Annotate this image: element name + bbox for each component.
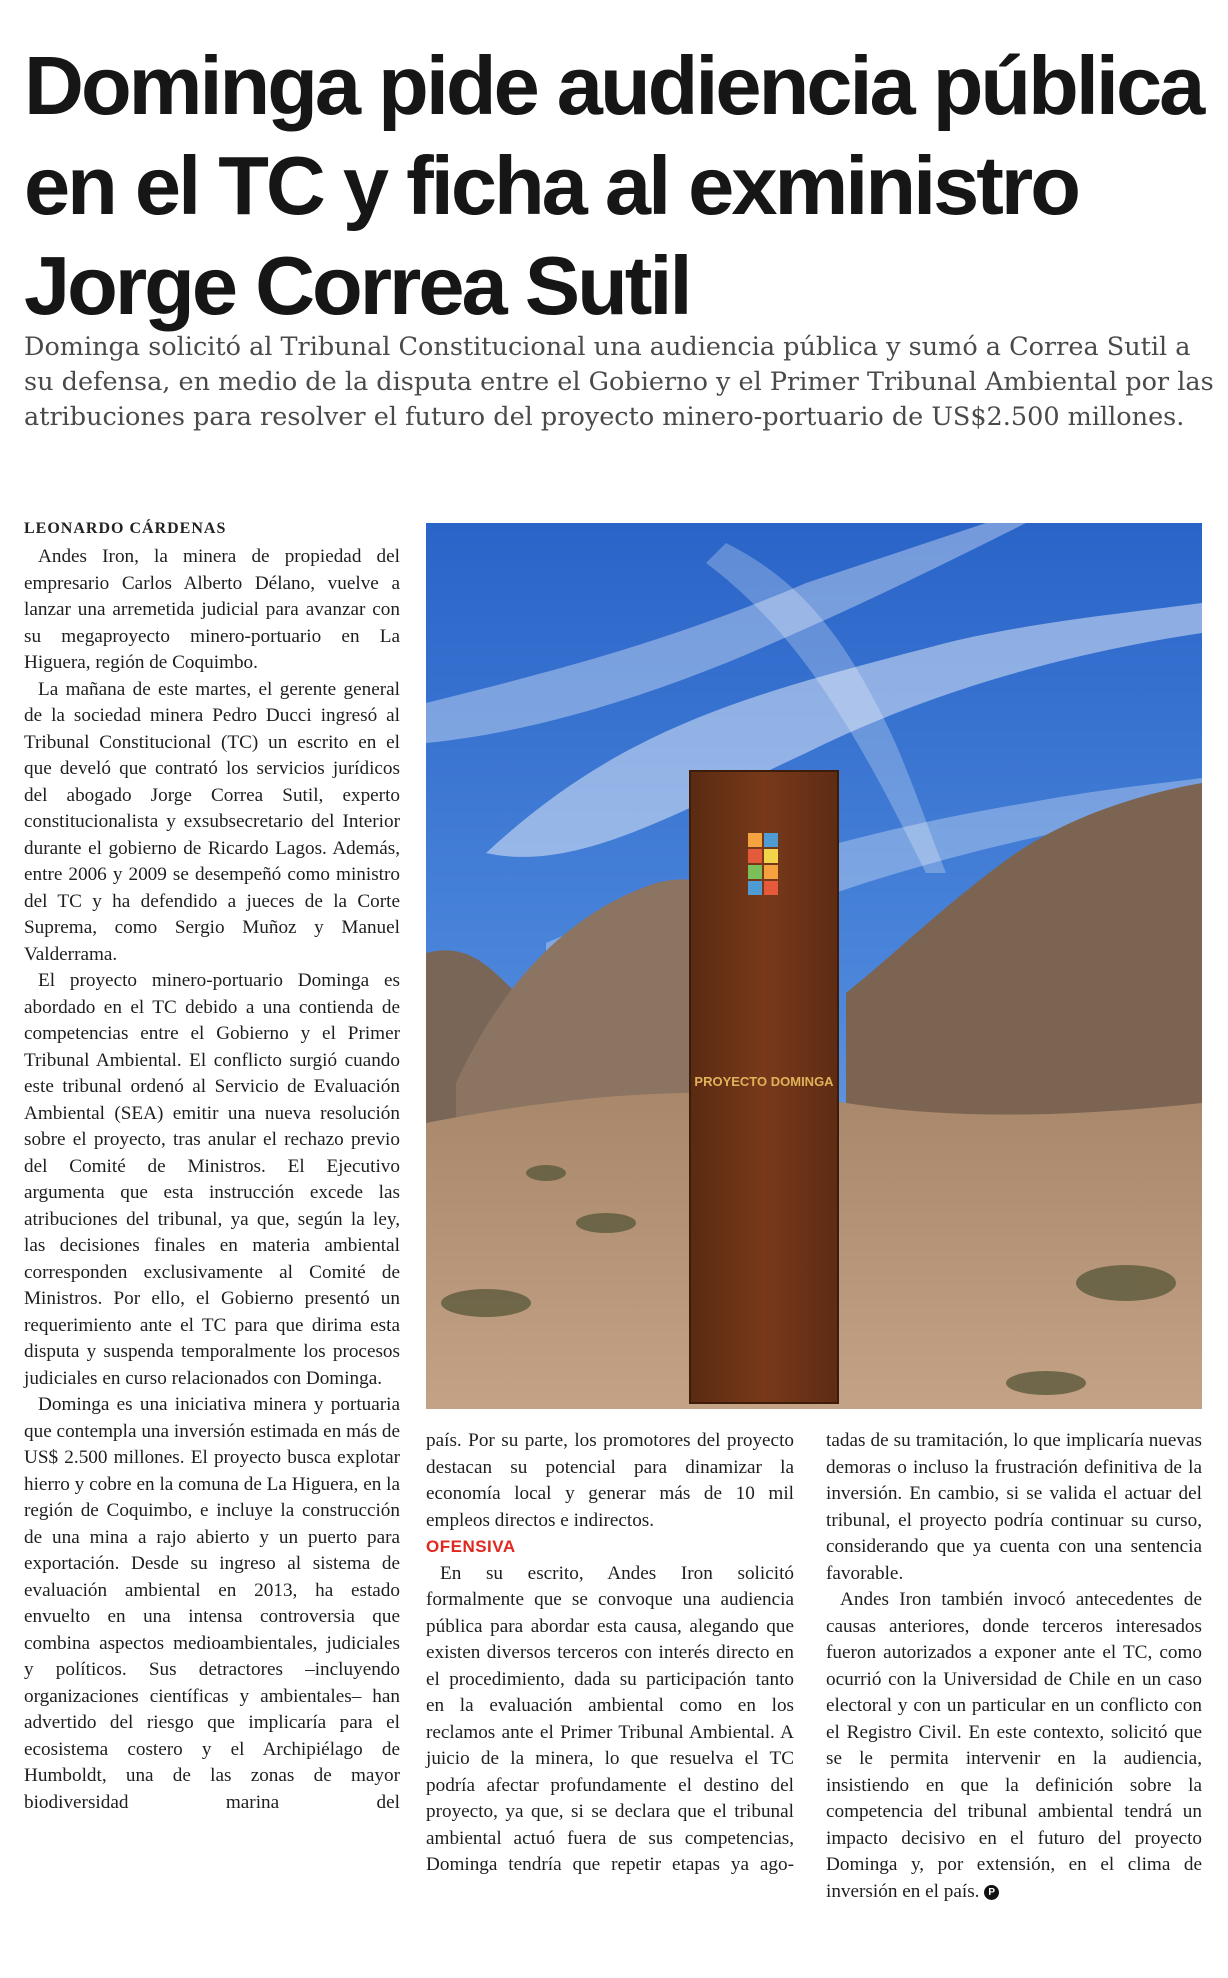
article-column-2 [426, 1428, 794, 1879]
monolith-label: PROYECTO DOMINGA [694, 1074, 834, 1089]
headline [24, 36, 1204, 336]
paragraph-text: Andes Iron también invocó antecedentes de causas anteriores, donde terceros interesados fueron autorizados a exponer ante el TC, como ocurrió con la Universidad de Chile en un caso electoral y con un particular en un conflicto con el Registro Civil. En este contexto, solicitó que se le permita intervenir en la audiencia, insistiendo en que la definición sobre la competencia del tribunal ambiental tendrá un impacto decisivo en el futuro del proyecto Dominga y, por extensión, en el clima de inversión en el país. [826, 1589, 1202, 1902]
end-mark-icon: P [984, 1885, 999, 1900]
lead-line: Dominga solicitó al Tribunal Constitucional una audiencia pública y sumó a Correa Sutil a [24, 332, 1191, 362]
paragraph: Andes Iron, la minera de propiedad del empresario Carlos Alberto Délano, vuelve a lanzar una arremetida judicial para avanzar con su megaproyecto minero-portuario en La Higuera, región de Coquimbo. [24, 546, 400, 673]
paragraph: Dominga es una iniciativa minera y portuaria que contempla una inversión estimada en más de US$ 2.500 millones. El proyecto busca explotar hierro y cobre en la comuna de La Higuera, en la región de Coquimbo, e incluye la construcción de una mina a rajo abierto y un puerto para exportación. Desde su ingreso al sistema de evaluación ambiental en 2013, ha estado envuelto en una intensa controversia que combina aspectos medioambientales, judiciales y políticos. Sus detractores –incluyendo organizaciones científicas y ambientales– han advertido del riesgo que implicaría para el ecosistema costero y el Archipiélago de Humboldt, una de las zonas de mayor biodiversidad marina del [24, 1394, 400, 1813]
paragraph: El proyecto minero-portuario Dominga es abordado en el TC debido a una contienda de competencias entre el Gobierno y el Primer Tribunal Ambiental. El conflicto surgió cuando este tribunal ordenó al Servicio de Evaluación Ambiental (SEA) emitir una nueva resolución sobre el proyecto, tras anular el rechazo previo del Comité de Ministros. El Ejecutivo argumenta que esta instrucción excede las atribuciones del tribunal, ya que, según la ley, las decisiones finales en materia ambiental corresponden exclusivamente al Comité de Ministros. Por ello, el Gobierno presentó un requerimiento ante el TC para que dirima esta disputa y suspenda temporalmente los procesos judiciales en curso relacionados con Dominga. [24, 970, 400, 1389]
paragraph: La mañana de este martes, el gerente general de la sociedad minera Pedro Ducci ingresó al Tribunal Constitucional (TC) un escrito en el que develó que contrató los servicios jurídicos del abogado Jorge Correa Sutil, experto constitucionalista y exsubsecretario del Interior durante el gobierno de Ricardo Lagos. Además, entre 2006 y 2009 se desempeñó como ministro del TC y ha defendido a jueces de la Corte Suprema, como Sergio Muñoz y Manuel Valderrama. [24, 678, 400, 965]
article-column-1 [24, 544, 400, 1816]
paragraph: En su escrito, Andes Iron solicitó formalmente que se convoque una audiencia pública para abordar esta causa, alegando que existen diversos terceros con interés directo en el procedimiento, dada su participación tanto en la evaluación ambiental como en los reclamos ante el Primer Tribunal Ambiental. A juicio de la minera, lo que resuelva el TC podría afectar profundamente el destino del proyecto, ya que, si se declara que el tribunal ambiental actuó fuera de sus competencias, Dominga tendría que repetir etapas ya ago- [426, 1562, 794, 1875]
headline-line: en el TC y ficha al exministro [24, 139, 1078, 232]
subheading: OFENSIVA [426, 1537, 516, 1556]
headline-line: Jorge Correa Sutil [24, 239, 690, 332]
lead-paragraph [24, 330, 1214, 435]
lead-line: su defensa, en medio de la disputa entre el Gobierno y el Primer Tribunal Ambiental por las [24, 367, 1214, 397]
article-column-3 [826, 1428, 1202, 1905]
paragraph: tadas de su tramitación, lo que implicaría nuevas demoras o incluso la frustración definitiva de la inversión. En cambio, si se valida el actuar del tribunal, el proyecto podría continuar su curso, considerando que ya cuenta con una sentencia favorable. [826, 1430, 1202, 1584]
article-photo [426, 523, 1202, 1409]
paragraph: país. Por su parte, los promotores del proyecto destacan su potencial para dinamizar la economía local y generar más de 10 mil empleos directos e indirectos. [426, 1430, 794, 1531]
lead-line: atribuciones para resolver el futuro del proyecto minero-portuario de US$2.500 millones. [24, 402, 1185, 432]
byline: LEONARDO CÁRDENAS [24, 520, 227, 537]
headline-line: Dominga pide audiencia pública [24, 39, 1203, 132]
paragraph [826, 1587, 1202, 1905]
